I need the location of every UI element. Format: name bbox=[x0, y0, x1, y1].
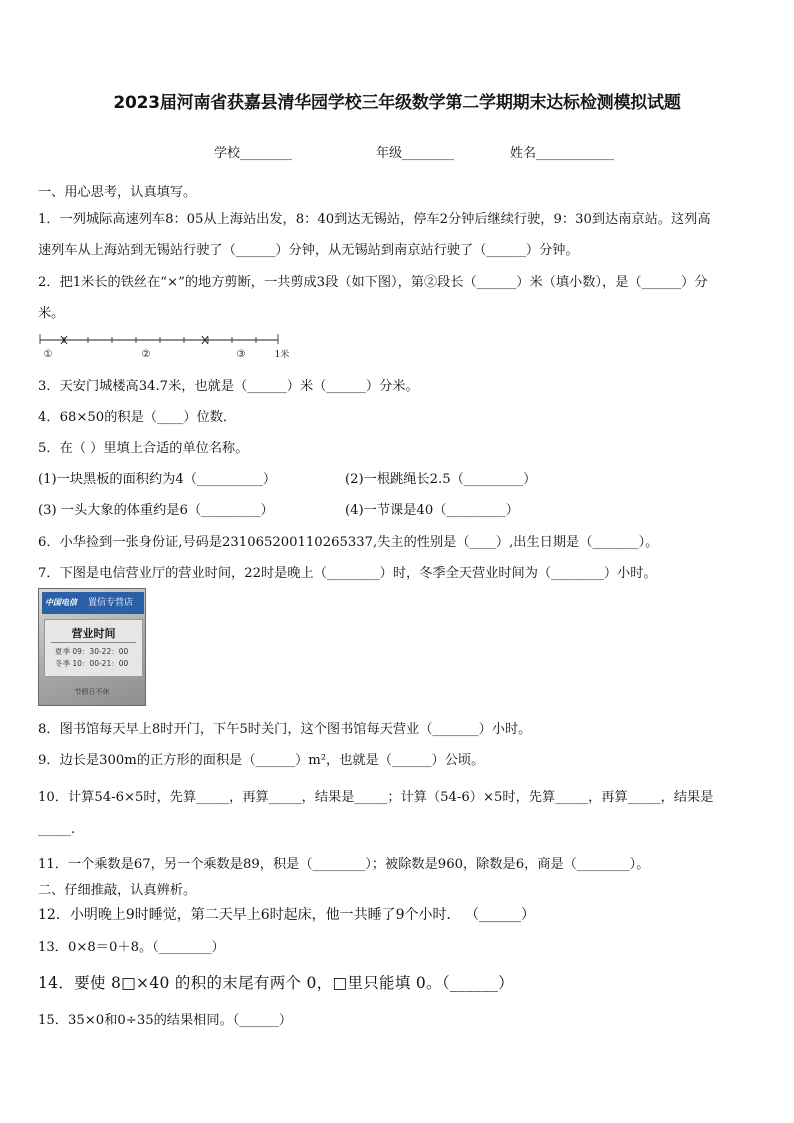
summer-hours: 夏季 09：30-22：00 bbox=[55, 647, 129, 656]
holiday-note: 节假日不休 bbox=[74, 688, 110, 696]
school-field: 学校________ bbox=[214, 146, 293, 161]
question-5-part-4: (4)一节课是40（_________） bbox=[345, 503, 519, 518]
ruler-label-3: ③ bbox=[236, 349, 246, 360]
question-7: 7．下图是电信营业厅的营业时间，22时是晚上（________）时，冬季全天营业时间为（________）小时。 bbox=[38, 566, 657, 581]
question-14: 14．要使 8□×40 的积的末尾有两个 0，□里只能填 0。（______） bbox=[38, 974, 514, 992]
business-hours-sign-photo bbox=[38, 588, 146, 706]
page-title: 2023届河南省获嘉县清华园学校三年级数学第二学期期末达标检测模拟试题 bbox=[113, 93, 681, 113]
hours-title: 营业时间 bbox=[71, 627, 116, 640]
hours-panel bbox=[44, 619, 143, 677]
question-10-line-1: 10．计算54-6×5时，先算_____，再算_____，结果是_____；计算（54-6）×5时，先算_____，再算_____，结果是 bbox=[38, 790, 714, 805]
section-1-heading: 一、用心思考，认真填写。 bbox=[38, 185, 197, 200]
question-2-line-1: 2．把1米长的铁丝在“×”的地方剪断，一共剪成3段（如下图），第②段长（______）米（填小数），是（______）分 bbox=[38, 275, 708, 290]
ruler-label-2: ② bbox=[141, 349, 151, 360]
ruler-label-1: ① bbox=[43, 349, 53, 360]
question-1-line-1: 1．一列城际高速列车8：05从上海站出发，8：40到达无锡站，停车2分钟后继续行驶，9：30到达南京站。这列高 bbox=[38, 212, 711, 227]
question-15: 15．35×0和0÷35的结果相同。（______） bbox=[38, 1013, 293, 1028]
question-5-part-2: (2)一根跳绳长2.5（_________） bbox=[345, 472, 537, 487]
sign-header bbox=[42, 592, 144, 614]
name-field: 姓名____________ bbox=[510, 146, 615, 161]
question-5-part-1: (1)一块黑板的面积约为4（__________） bbox=[38, 472, 277, 487]
panel-divider bbox=[51, 642, 136, 643]
ruler-figure bbox=[38, 330, 298, 364]
question-6: 6．小华捡到一张身份证,号码是231065200110265337,失主的性别是（____）,出生日期是（_______）。 bbox=[38, 535, 659, 550]
section-2-heading: 二、仔细推敲，认真辨析。 bbox=[38, 883, 197, 898]
question-1-line-2: 速列车从上海站到无锡站行驶了（______）分钟，从无锡站到南京站行驶了（______）分钟。 bbox=[38, 243, 579, 258]
telecom-logo: 中国电信 bbox=[45, 598, 77, 607]
ruler-label-end: 1米 bbox=[274, 350, 290, 360]
question-9: 9．边长是300m的正方形的面积是（______）m²，也就是（______）公顷。 bbox=[38, 753, 485, 768]
grade-field: 年级________ bbox=[376, 146, 455, 161]
question-5-part-3: (3) 一头大象的体重约是6（_________） bbox=[38, 503, 274, 518]
question-2-line-2: 米。 bbox=[38, 306, 65, 321]
question-3: 3．天安门城楼高34.7米，也就是（______）米（______）分米。 bbox=[38, 379, 419, 394]
question-5: 5．在（ ）里填上合适的单位名称。 bbox=[38, 441, 249, 456]
question-11: 11．一个乘数是67，另一个乘数是89，积是（________）；被除数是960，除数是6，商是（________）。 bbox=[38, 857, 650, 872]
store-name: 置信专营店 bbox=[88, 598, 134, 608]
question-12: 12．小明晚上9时睡觉，第二天早上6时起床，他一共睡了9个小时． （______） bbox=[38, 907, 535, 923]
question-4: 4．68×50的积是（____）位数． bbox=[38, 410, 237, 425]
question-13: 13．0×8＝0＋8。（________） bbox=[38, 940, 225, 955]
winter-hours: 冬季 10：00-21：00 bbox=[55, 659, 129, 668]
question-10-line-2: _____. bbox=[38, 822, 76, 837]
ruler-ticks bbox=[40, 334, 278, 344]
question-8: 8．图书馆每天早上8时开门，下午5时关门，这个图书馆每天营业（_______）小时。 bbox=[38, 722, 532, 737]
